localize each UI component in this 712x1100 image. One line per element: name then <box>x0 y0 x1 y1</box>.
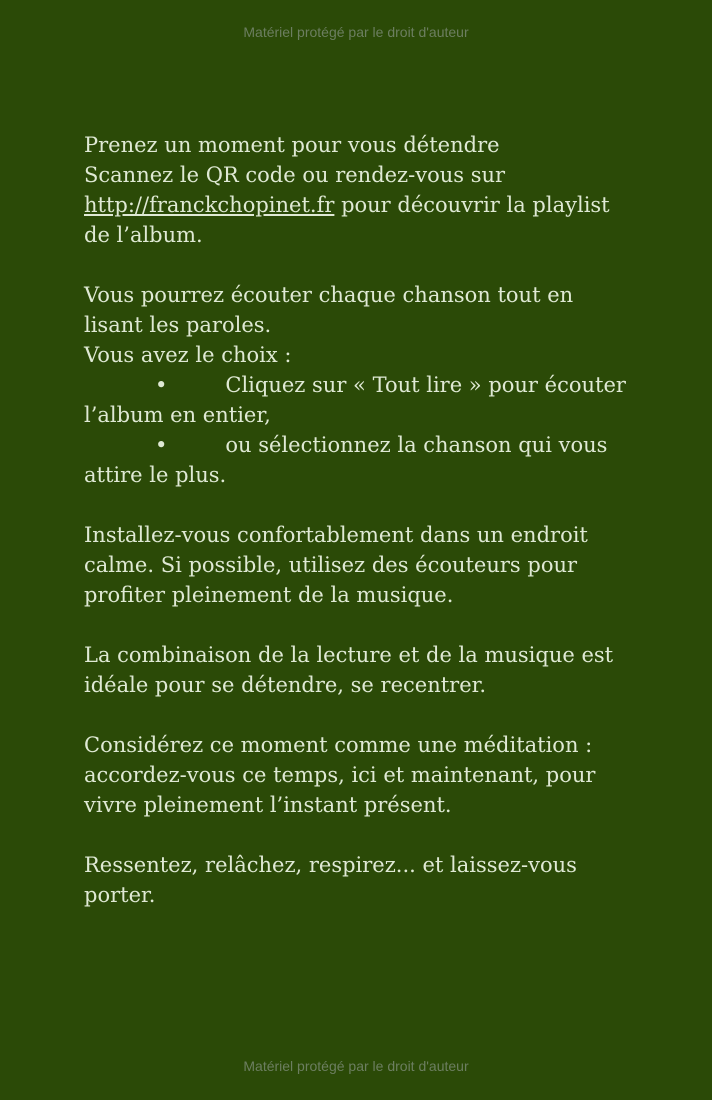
bullet-icon: • <box>155 373 168 397</box>
text-line: lisant les paroles. <box>84 313 272 337</box>
bullet-item-1 <box>84 370 659 400</box>
bullet-item-text: Cliquez sur « Tout lire » pour écouter <box>225 373 626 397</box>
text-line: Prenez un moment pour vous détendre <box>84 133 500 157</box>
text-line: Vous avez le choix : <box>84 343 292 367</box>
paragraph-meditation <box>84 730 659 820</box>
text-line: l’album en entier, <box>84 403 271 427</box>
text-line: porter. <box>84 883 156 907</box>
text-line: Ressentez, relâchez, respirez... et laissez-vous <box>84 853 577 877</box>
text-line: La combinaison de la lecture et de la musique est <box>84 643 614 667</box>
playlist-url-link[interactable]: http://franckchopinet.fr <box>84 193 335 217</box>
text-line: idéale pour se détendre, se recentrer. <box>84 673 487 697</box>
text-line: Installez-vous confortablement dans un endroit <box>84 523 588 547</box>
copyright-notice-bottom: Matériel protégé par le droit d'auteur <box>243 1058 469 1074</box>
text-line: profiter pleinement de la musique. <box>84 583 454 607</box>
bullet-item-text: ou sélectionnez la chanson qui vous <box>225 433 608 457</box>
text-line: attire le plus. <box>84 463 227 487</box>
text-line: calme. Si possible, utilisez des écouteurs pour <box>84 553 578 577</box>
text-line-rest: pour découvrir la playlist <box>334 193 610 217</box>
text-line: Considérez ce moment comme une méditation : <box>84 733 593 757</box>
paragraph-comfort <box>84 520 659 610</box>
text-line: accordez-vous ce temps, ici et maintenant, pour <box>84 763 596 787</box>
text-line: Scannez le QR code ou rendez-vous sur <box>84 163 506 187</box>
text-line <box>84 190 659 220</box>
text-line: Vous pourrez écouter chaque chanson tout en <box>84 283 574 307</box>
copyright-notice-top: Matériel protégé par le droit d'auteur <box>243 24 469 40</box>
paragraph-choices <box>84 280 659 490</box>
paragraph-intro <box>84 130 659 250</box>
text-line: vivre pleinement l’instant présent. <box>84 793 452 817</box>
paragraph-combination <box>84 640 659 700</box>
text-line: de l’album. <box>84 223 203 247</box>
paragraph-closing <box>84 850 659 910</box>
bullet-icon: • <box>155 433 168 457</box>
page-text-block <box>84 130 659 910</box>
bullet-item-2 <box>84 430 659 460</box>
